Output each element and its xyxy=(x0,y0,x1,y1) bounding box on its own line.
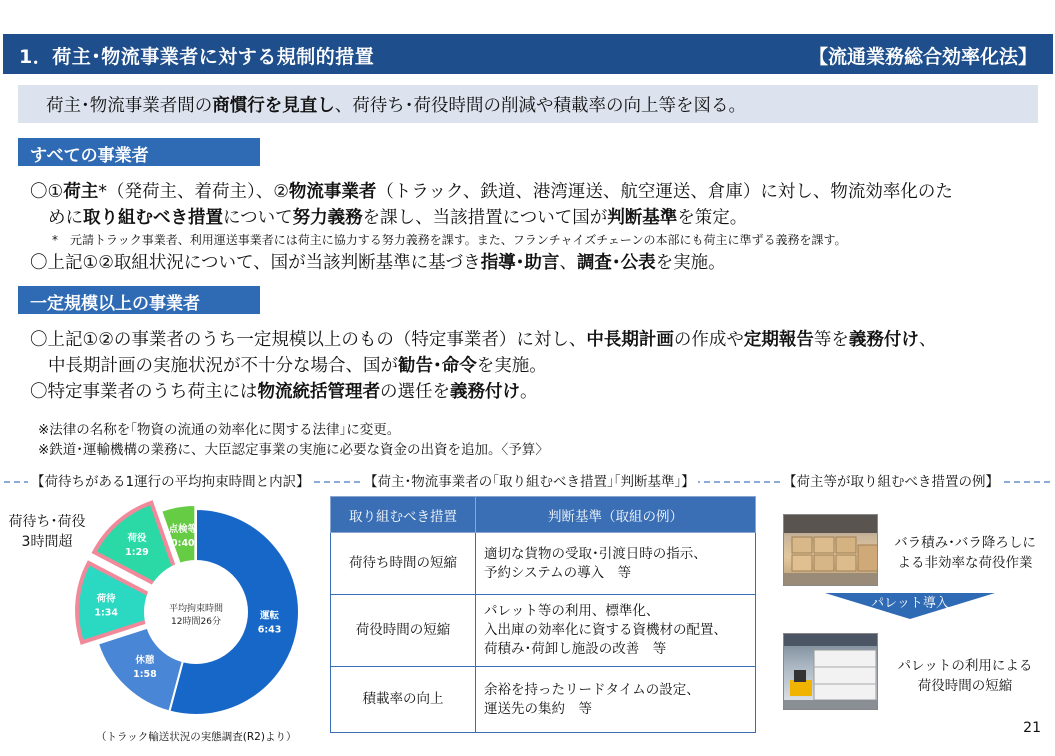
pie-label-name: 運転 xyxy=(260,610,280,622)
s2l1e: 等を xyxy=(813,330,849,350)
s1l2d: 努力義務 xyxy=(292,208,363,228)
pie-label-value: 1:29 xyxy=(125,546,149,558)
s1l2c: について xyxy=(223,208,293,228)
criteria-line: 予約システムの導入 等 xyxy=(484,564,632,581)
s2-line3 xyxy=(30,378,538,403)
s1l3a: 〇上記①②取組状況について、国が当該判断基準に基づき xyxy=(30,253,481,273)
table-cell-measure: 積載率の向上 xyxy=(331,667,476,733)
s1l1c: *（発荷主、着荷主）、② xyxy=(98,182,289,202)
table-cell-criteria xyxy=(476,533,756,595)
s2-line1 xyxy=(30,326,936,351)
s1l1e: （トラック、鉄道、港湾運送、航空運送、倉庫）に対し、物流効率化のた xyxy=(376,182,953,202)
pie-label-value: 1:34 xyxy=(94,607,118,619)
pie-callout-1: 荷待ち･荷役 xyxy=(8,514,86,530)
pie-center-label-1: 平均拘束時間 xyxy=(168,604,224,614)
before-caption-2: よる非効率な荷役作業 xyxy=(897,554,1033,571)
chart-source: （トラック輸送状況の実態調査(R2)より） xyxy=(96,731,297,743)
criteria-line: 余裕を持ったリードタイムの設定、 xyxy=(484,681,700,698)
table-cell-criteria xyxy=(476,667,756,733)
s2l3e: 。 xyxy=(520,382,538,402)
criteria-line: 入出庫の効率化に資する資機材の配置、 xyxy=(484,622,727,639)
boxes-image xyxy=(784,515,878,586)
criteria-line: 荷積み･荷卸し施設の改善 等 xyxy=(484,640,667,657)
s1l2a: めに xyxy=(48,208,83,228)
law-name: 【流通業務総合効率化法】 xyxy=(808,46,1037,68)
pie-center-label-2: 12時間26分 xyxy=(171,617,221,627)
s2l3d: 義務付け xyxy=(450,382,520,402)
summary-pre: 荷主･物流事業者間の xyxy=(46,96,213,116)
summary-text xyxy=(46,92,746,117)
s2l1b: 中長期計画 xyxy=(586,330,674,350)
note-2: ※鉄道･運輸機構の業務に、大臣認定事業の実施に必要な資金の出資を追加。〈予算〉 xyxy=(38,442,549,458)
section-all-operators: すべての事業者 xyxy=(18,138,260,166)
pallet-photo xyxy=(783,633,878,710)
s2l2b: 勧告･命令 xyxy=(398,356,477,376)
table-header-criteria: 判断基準（取組の例） xyxy=(476,497,756,533)
s1l3d: 調査･公表 xyxy=(576,253,656,273)
summary-box xyxy=(18,85,1038,123)
s2l2a: 中長期計画の実施状況が不十分な場合、国が xyxy=(48,356,398,376)
s1l1d: 物流事業者 xyxy=(288,182,377,202)
before-caption xyxy=(880,534,1050,573)
note-1: ※法律の名称を｢物資の流通の効率化に関する法律｣に変更。 xyxy=(38,422,401,438)
loose-cargo-photo xyxy=(783,514,878,586)
before-caption-1: バラ積み･バラ降ろしに xyxy=(894,535,1036,551)
chart-title: 【荷待ちがある1運行の平均拘束時間と内訳】 xyxy=(28,470,313,490)
criteria-line: 運送先の集約 等 xyxy=(484,700,592,717)
s1-footnote: * 元請トラック事業者、利用運送事業者には荷主に協力する努力義務を課す。また、フランチャイズチェーンの本部にも荷主に準ずる義務を課す。 xyxy=(52,233,847,247)
s1l2e: を課し、当該措置について国が xyxy=(362,208,608,228)
s1l1b: 荷主 xyxy=(63,182,99,202)
s2l1c: の作成や xyxy=(673,330,744,350)
summary-bold: 商慣行を見直し xyxy=(212,96,335,116)
page-title: 1．荷主･物流事業者に対する規制的措置 xyxy=(19,46,375,68)
s2l2c: を実施。 xyxy=(476,356,547,376)
table-cell-criteria xyxy=(476,595,756,667)
table-row xyxy=(331,533,756,595)
pie-callout xyxy=(4,512,90,553)
s2l3c: の選任を xyxy=(380,382,450,402)
s1l2b: 取り組むべき措置 xyxy=(83,208,223,228)
s1-line3 xyxy=(30,249,726,274)
s2l1g: 、 xyxy=(918,330,937,350)
section-large-operators: 一定規模以上の事業者 xyxy=(18,286,260,314)
s1l2g: を策定。 xyxy=(677,208,748,228)
s2-line2 xyxy=(48,352,547,377)
s2l1d: 定期報告 xyxy=(743,330,814,350)
pie-label-name: 荷待 xyxy=(96,593,116,605)
arrow-label: パレット導入 xyxy=(871,596,949,611)
s2l1f: 義務付け xyxy=(848,330,919,350)
pie-label-value: 6:43 xyxy=(257,624,282,636)
after-caption-1: パレットの利用による xyxy=(897,658,1033,674)
page-number: 21 xyxy=(1023,720,1041,736)
s1-line1 xyxy=(30,178,953,203)
pie-label-value: 1:58 xyxy=(133,668,157,680)
pie-callout-2: 3時間超 xyxy=(21,534,73,551)
s1l3b: 指導･助言 xyxy=(480,253,560,273)
pie-label-name: 点検等 xyxy=(168,523,198,535)
criteria-line: 適切な貨物の受取･引渡日時の指示、 xyxy=(484,545,707,562)
pie-label-name: 休憩 xyxy=(135,654,155,666)
summary-post: 、荷待ち･荷役時間の削減や積載率の向上等を図る。 xyxy=(334,96,746,116)
pie-label-value: 0:40 xyxy=(171,537,195,549)
s2l3a: 〇特定事業者のうち荷主には xyxy=(30,382,258,402)
s1l3c: 、 xyxy=(559,253,577,273)
s1l1a: 〇① xyxy=(30,182,64,202)
table-row xyxy=(331,667,756,733)
after-caption-2: 荷役時間の短縮 xyxy=(917,677,1013,694)
s2l3b: 物流統括管理者 xyxy=(257,382,380,402)
s1l2f: 判断基準 xyxy=(607,208,678,228)
table-header-row xyxy=(331,497,756,533)
pallet-image xyxy=(784,634,878,710)
table-cell-measure: 荷待ち時間の短縮 xyxy=(331,533,476,595)
header-bar xyxy=(3,34,1053,74)
table-title: 【荷主･物流事業者の｢取り組むべき措置｣｢判断基準｣】 xyxy=(361,470,698,490)
table-row xyxy=(331,595,756,667)
table-header-measure: 取り組むべき措置 xyxy=(331,497,476,533)
table-cell-measure: 荷役時間の短縮 xyxy=(331,595,476,667)
s1l3e: を実施。 xyxy=(655,253,726,273)
s2l1a: 〇上記①②の事業者のうち一定規模以上のもの（特定事業者）に対し、 xyxy=(30,330,587,350)
criteria-line: パレット等の利用、標準化、 xyxy=(484,603,660,620)
measures-table xyxy=(330,496,756,733)
pie-label-name: 荷役 xyxy=(127,532,147,544)
after-caption xyxy=(880,657,1050,696)
examples-title: 【荷主等が取り組むべき措置の例】 xyxy=(780,470,1002,490)
s1-line2 xyxy=(48,204,747,229)
